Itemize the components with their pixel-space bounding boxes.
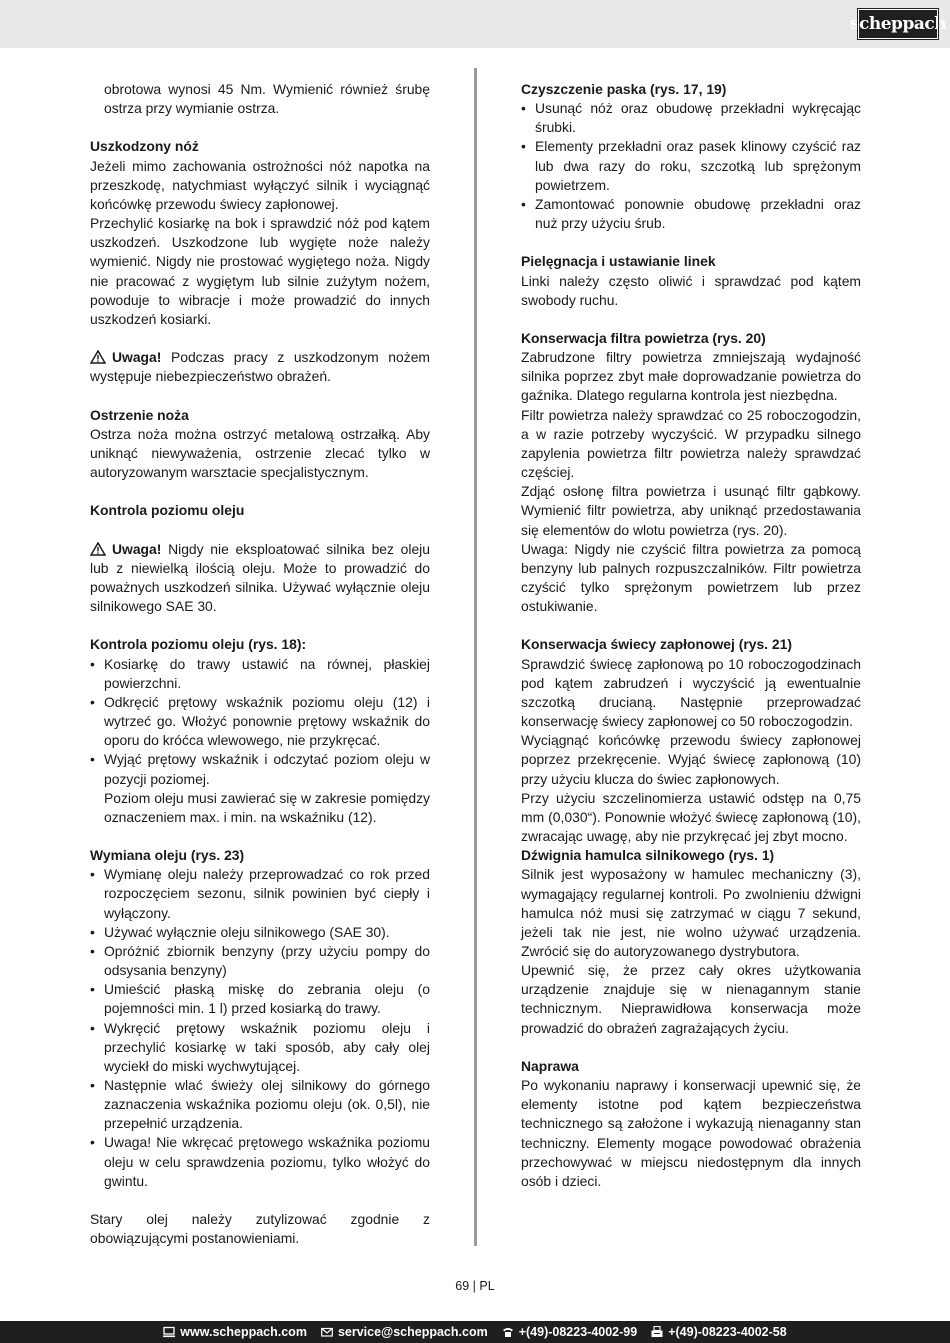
spark-plug-text-1: Sprawdzić świecę zapłonową po 10 roboczogodzinach pod kątem zabrudzeń i wyczyścić ją ewentualnie szczotką drucianą. Następnie przeprowadzać konserwację świecy zapłonowej co 50 roboczogodzin. — [521, 655, 861, 730]
left-column — [90, 80, 430, 1248]
list-item: • Elementy przekładni oraz pasek klinowy czyścić raz lub dwa razy do roku, szczotką lub sprężonym powietrzem. — [521, 137, 861, 194]
warning-icon — [90, 350, 106, 364]
list-item: • Kosiarkę do trawy ustawić na równej, płaskiej powierzchni. — [90, 655, 430, 693]
spark-plug-text-3: Przy użyciu szczelinomierza ustawić odstęp na 0,75 mm (0,030“). Ponownie włożyć świecę zapłonową (10), zwracając uwagę, aby nie przykręcać jej zbyt mocno. — [521, 789, 861, 845]
air-filter-text-3: Zdjąć osłonę filtra powietrza i usunąć filtr gąbkowy. Wymienić filtr powietrza, aby uniknąć przedostawania się elementów do wlotu powietrza (rys. 20). — [521, 483, 861, 538]
page-number: 69 | PL — [455, 1279, 495, 1293]
oil-check-list — [90, 655, 430, 789]
brake-text-2: Upewnić się, że przez cały okres użytkowania urządzenie znajduje się w nienagannym stanie technicznym. Nieprawidłowa konserwacja może prowadzić do obrażeń zagrażających życiu. — [521, 962, 861, 1036]
list-item: • Uwaga! Nie wkręcać prętowego wskaźnika poziomu oleju w celu sprawdzenia poziomu, tylko włożyć do gwintu. — [90, 1133, 430, 1190]
list-item: • Umieścić płaską miskę do zebrania oleju (o pojemności min. 1 l) przed kosiarką do trawy. — [90, 980, 430, 1018]
warning-icon — [90, 542, 106, 556]
oil-change-list — [90, 865, 430, 1191]
list-item: • Usunąć nóż oraz obudowę przekładni wykręcając śrubki. — [521, 99, 861, 137]
warning-text: Nigdy nie eksploatować silnika bez oleju lub z niewielką ilością oleju. Może to prowadzić do poważnych uszkodzeń silnika. Używać wyłącznie oleju silnikowego SAE 30. — [90, 540, 430, 615]
footer-web-text: www.scheppach.com — [180, 1325, 307, 1339]
brake-heading: Dźwignia hamulca silnikowego (rys. 1) — [521, 847, 775, 864]
brand-logo: scheppach — [858, 9, 938, 39]
list-item: • Opróżnić zbiornik benzyny (przy użyciu pompy do odsysania benzyny) — [90, 942, 430, 980]
sharpening-text: Ostrza noża można ostrzyć metalową ostrzałką. Aby uniknąć niewyważenia, ostrzenie zlecać tylko w autoryzowanym warsztacie specjalistycznym. — [90, 425, 430, 481]
footer-email[interactable] — [321, 1325, 488, 1339]
right-column — [521, 80, 861, 1191]
brake-text-1: Silnik jest wyposażony w hamulec mechaniczny (3), wymagający regularnej kontroli. Po zwolnieniu dźwigni hamulca nóż musi się zatrzymać w ciągu 7 sekund, jeżeli tak nie jest, nie wolno używać urządzenia. Zwrócić się do autoryzowanego dystrybutora. — [521, 866, 861, 959]
footer-phone-text: +(49)-08223-4002-99 — [518, 1325, 638, 1339]
spark-plug-heading: Konserwacja świecy zapłonowej (rys. 21) — [521, 636, 792, 653]
cables-text: Linki należy często oliwić i sprawdzać pod kątem swobody ruchu. — [521, 272, 861, 308]
warning-oil — [90, 540, 430, 617]
warning-label: Uwaga! — [112, 349, 162, 366]
list-item: • Wyjąć prętowy wskaźnik i odczytać poziom oleju w pozycji poziomej. — [90, 750, 430, 788]
email-icon — [321, 1326, 333, 1338]
list-item: • Odkręcić prętowy wskaźnik poziomu oleju (12) i wytrzeć go. Włożyć ponownie prętowy wskaźnik do oporu do króćca wlewowego, nie przykręcać. — [90, 693, 430, 750]
list-item: • Wymianę oleju należy przeprowadzać co rok przed rozpoczęciem sezonu, silnik powinien być ciepły i wyłączony. — [90, 865, 430, 922]
oil-change-heading: Wymiana oleju (rys. 23) — [90, 847, 245, 864]
disposal-text: Stary olej należy zutylizować zgodnie z obowiązującymi postanowieniami. — [90, 1211, 430, 1247]
list-item: • Używać wyłącznie oleju silnikowego (SAE 30). — [90, 923, 430, 942]
warning-damaged-knife — [90, 348, 430, 386]
cables-heading: Pielęgnacja i ustawianie linek — [521, 253, 716, 270]
warning-label: Uwaga! — [112, 540, 162, 557]
footer-web[interactable] — [163, 1325, 307, 1339]
air-filter-heading: Konserwacja filtra powietrza (rys. 20) — [521, 330, 766, 346]
top-bar — [0, 0, 950, 48]
repair-heading: Naprawa — [521, 1057, 579, 1074]
damaged-knife-text-2: Przechylić kosiarkę na bok i sprawdzić nóż pod kątem uszkodzeń. Uszkodzone lub wygięte noże należy wymienić. Nigdy nie prostować wygiętego noża. Nigdy nie pracować z wygiętym lub silnie zużytym nożem, powoduje to wibracje i może prowadzić do innych uszkodzeń kosiarki. — [90, 215, 430, 327]
oil-check-heading: Kontrola poziomu oleju — [90, 502, 245, 519]
damaged-knife-heading: Uszkodzony nóż — [90, 138, 199, 155]
fax-icon — [651, 1326, 663, 1338]
air-filter-text-1: Zabrudzone filtry powietrza zmniejszają wydajność silnika poprzez zbyt małe doprowadzanie powietrza do gaźnika. Dlatego regularna kontrola jest niezbędna. — [521, 349, 861, 404]
phone-icon — [502, 1326, 514, 1338]
list-item: • Następnie wlać świeży olej silnikowy do górnego zaznaczenia wskaźnika poziomu oleju (ok. 0,5l), nie przepełnić urządzenia. — [90, 1076, 430, 1133]
list-item: • Zamontować ponownie obudowę przekładni oraz nuż przy użyciu śrub. — [521, 195, 861, 233]
column-divider — [474, 68, 477, 1246]
intro-text: obrotowa wynosi 45 Nm. Wymienić również śrubę ostrza przy wymianie ostrza. — [104, 81, 430, 117]
footer-bar — [0, 1321, 950, 1343]
computer-icon — [163, 1326, 175, 1338]
list-item: • Wykręcić prętowy wskaźnik poziomu oleju i przechylić kosiarkę w taki sposób, aby cały olej wyciekł do miski wychwytującej. — [90, 1019, 430, 1076]
footer-fax[interactable] — [651, 1325, 787, 1339]
oil-check-note: Poziom oleju musi zawierać się w zakresie pomiędzy oznaczeniem max. i min. na wskaźniku (12). — [104, 789, 430, 825]
belt-heading: Czyszczenie paska (rys. 17, 19) — [521, 81, 727, 97]
air-filter-text-4: Uwaga: Nigdy nie czyścić filtra powietrza za pomocą benzyny lub palnych rozpuszczalników. Filtr powietrza czyścić tylko sprężonym powietrzem lub przez ostukiwanie. — [521, 540, 861, 615]
air-filter-text-2: Filtr powietrza należy sprawdzać co 25 roboczogodzin, a w razie potrzeby wyczyścić. W przypadku silnego zapylenia powietrza filtr powietrza należy sprawdzać częściej. — [521, 406, 861, 481]
oil-check-fig-heading: Kontrola poziomu oleju (rys. 18): — [90, 636, 307, 653]
warning-text: Podczas pracy z uszkodzonym nożem występuje niebezpieczeństwo obrażeń. — [90, 349, 430, 385]
spark-plug-text-2: Wyciągnąć końcówkę przewodu świecy zapłonowej poprzez przekręcenie. Wyjąć świecę zapłonową (10) przy użyciu klucza do świec zapłonowych. — [521, 732, 861, 787]
damaged-knife-text-1: Jeżeli mimo zachowania ostrożności nóż napotka na przeszkodę, natychmiast wyłączyć silnik i wyciągnąć końcówkę przewodu świecy zapłonowej. — [90, 157, 430, 212]
footer-fax-text: +(49)-08223-4002-58 — [668, 1325, 787, 1339]
footer-phone[interactable] — [502, 1325, 638, 1339]
footer-email-text: service@scheppach.com — [337, 1325, 488, 1339]
belt-list — [521, 99, 861, 233]
sharpening-heading: Ostrzenie noża — [90, 406, 189, 423]
repair-text: Po wykonaniu naprawy i konserwacji upewnić się, że elementy istotne pod kątem bezpieczeństwa technicznego są założone i wykazują nienaganny stan techniczny. Elementy mogące powodować obrażenia przechowywać w miejscu niedostępnym dla innych osób i dzieci. — [521, 1077, 861, 1189]
